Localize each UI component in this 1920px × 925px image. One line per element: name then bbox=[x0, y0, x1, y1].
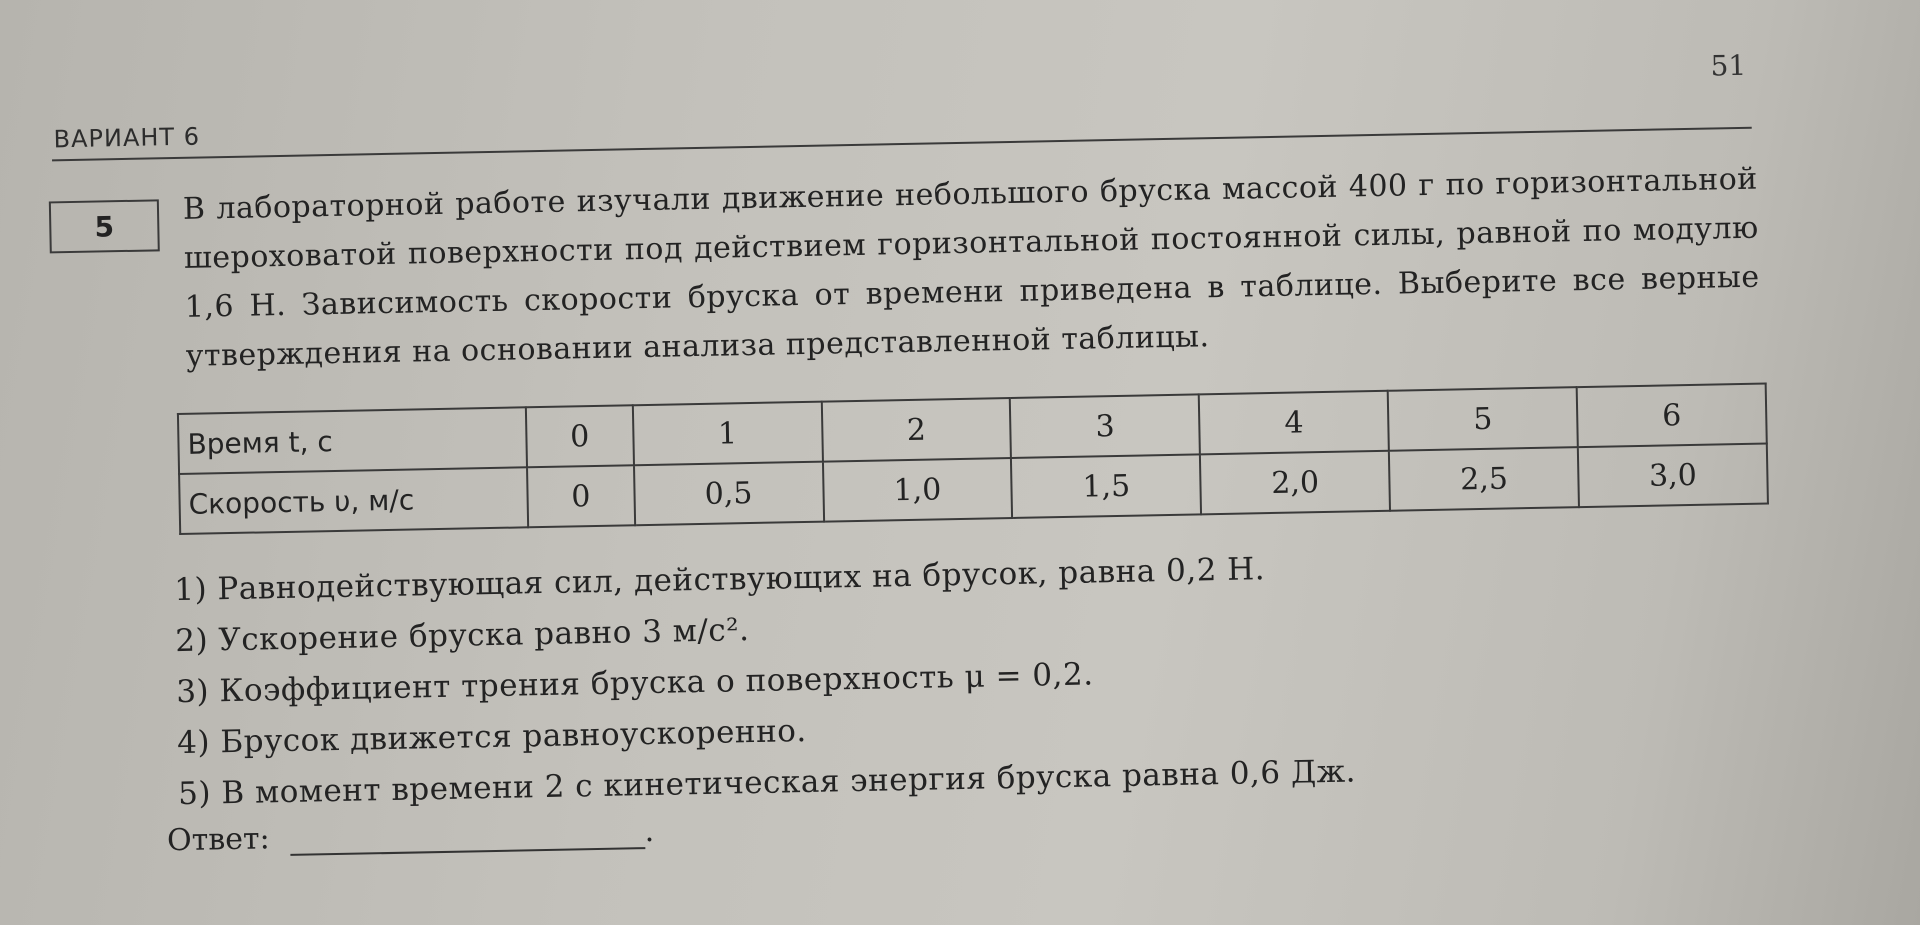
task-number: 5 bbox=[94, 209, 115, 244]
answer-blank[interactable] bbox=[289, 821, 644, 856]
table-cell: 1,0 bbox=[822, 458, 1012, 522]
header-divider bbox=[52, 127, 1752, 162]
table-cell: 1 bbox=[632, 402, 822, 466]
table-cell: 1,5 bbox=[1011, 454, 1201, 518]
option-item: 4) Брусок движется равноускоренно. bbox=[176, 712, 808, 762]
table-row-label: Скорость υ, м/с bbox=[179, 467, 528, 534]
answer-label: Ответ: bbox=[166, 821, 270, 859]
option-item: 1) Равнодействующая сил, действующих на брусок, равна 0,2 Н. bbox=[173, 551, 1266, 609]
variant-label: ВАРИАНТ 6 bbox=[53, 122, 201, 154]
answer-field bbox=[167, 814, 655, 858]
option-item: 5) В момент времени 2 с кинетическая энергия бруска равна 0,6 Дж. bbox=[177, 753, 1357, 813]
table-row-label: Время t, с bbox=[178, 407, 527, 474]
option-item: 2) Ускорение бруска равно 3 м/с². bbox=[174, 612, 750, 660]
table-cell: 2,5 bbox=[1389, 447, 1579, 511]
table-cell: 3,0 bbox=[1578, 444, 1768, 508]
table-cell: 3 bbox=[1010, 394, 1200, 458]
task-number-box bbox=[49, 199, 160, 253]
option-item: 3) Коэффициент трения бруска о поверхность μ = 0,2. bbox=[175, 656, 1094, 711]
table-cell: 6 bbox=[1577, 384, 1767, 448]
page-number: 51 bbox=[1710, 48, 1747, 83]
table-cell: 0,5 bbox=[634, 462, 824, 526]
table-cell: 2,0 bbox=[1200, 451, 1390, 515]
table-cell: 0 bbox=[527, 465, 635, 527]
table-cell: 2 bbox=[821, 398, 1011, 462]
table-cell: 4 bbox=[1199, 391, 1389, 455]
task-statement: В лабораторной работе изучали движение небольшого бруска массой 400 г по горизонтальной шероховатой поверхности под действием горизонтальной постоянной силы, равной по модулю 1,6 Н. Зависимость скорости бруска от времени приведена в таблице. Выберите все верные утверждения на основании анализа представленной таблицы. bbox=[182, 161, 1760, 374]
table-cell: 0 bbox=[526, 405, 634, 467]
data-table bbox=[177, 383, 1769, 536]
answer-suffix: . bbox=[644, 813, 655, 850]
table-cell: 5 bbox=[1388, 387, 1578, 451]
answer-options bbox=[174, 542, 1357, 820]
